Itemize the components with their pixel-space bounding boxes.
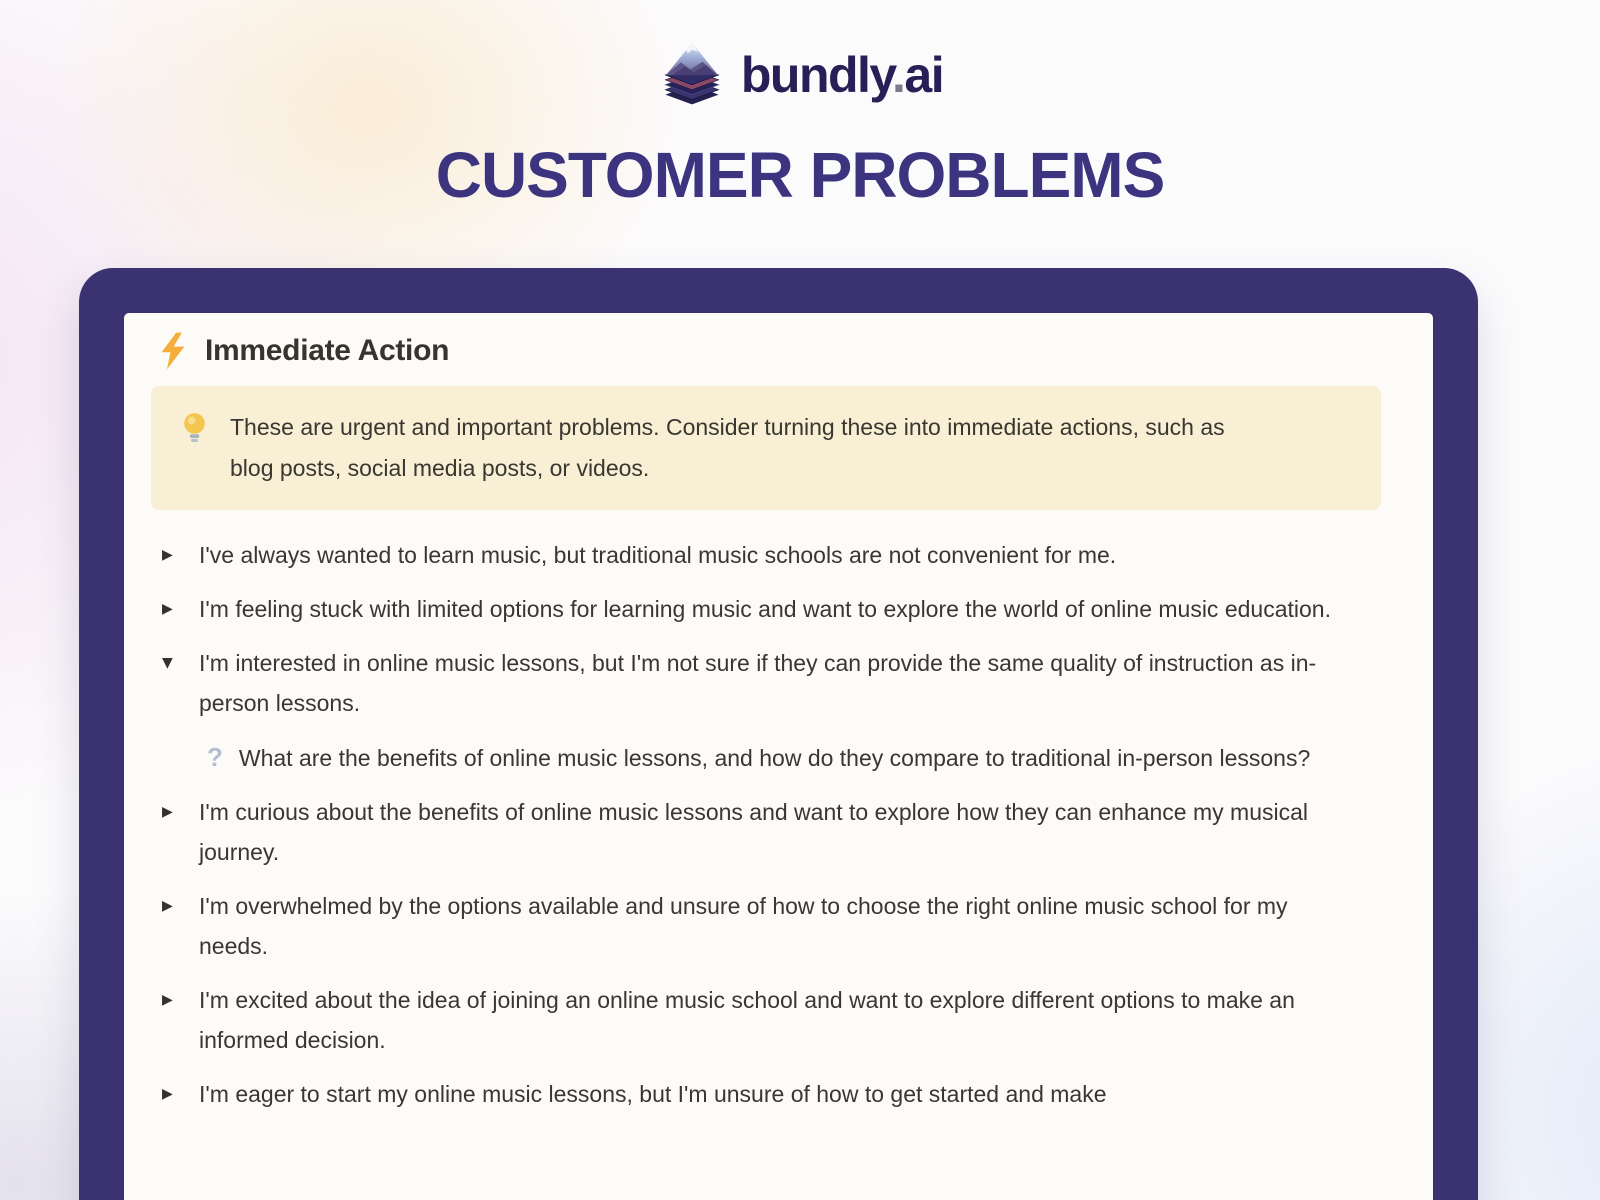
problem-text: I'm excited about the idea of joining an online music school and want to explore different options to make an informed decision. — [199, 987, 1295, 1053]
section-title: Immediate Action — [205, 334, 450, 367]
lightbulb-icon — [181, 412, 208, 444]
callout — [151, 386, 1381, 510]
problem-toggle-item — [162, 535, 1393, 575]
page-title: CUSTOMER PROBLEMS — [435, 139, 1165, 211]
problem-toggle-item — [162, 589, 1393, 629]
toggle-triangle-icon[interactable]: ▶ — [162, 898, 173, 914]
problem-toggle-item — [162, 886, 1393, 966]
problem-toggle-item — [162, 980, 1393, 1060]
page-header — [0, 0, 1600, 209]
problem-toggle-item — [162, 643, 1393, 723]
toggle-triangle-icon[interactable]: ▶ — [162, 601, 173, 617]
problem-child-question — [199, 737, 1351, 778]
brand-wordmark: bundly.ai — [740, 47, 944, 103]
card-inner — [124, 313, 1433, 1200]
toggle-triangle-icon[interactable]: ▶ — [162, 547, 173, 563]
toggle-triangle-icon[interactable]: ▶ — [162, 992, 173, 1008]
question-mark-icon: ? — [207, 742, 223, 772]
logo — [0, 40, 1600, 110]
problem-toggle-item — [162, 792, 1393, 872]
toggle-triangle-icon[interactable]: ▶ — [162, 804, 173, 820]
problem-text: I'm overwhelmed by the options available and unsure of how to choose the right online music school for my needs. — [199, 893, 1288, 959]
problem-text: I'm interested in online music lessons, but I'm not sure if they can provide the same quality of instruction as in-person lessons. — [199, 650, 1317, 716]
problem-text: I'm eager to start my online music lessons, but I'm unsure of how to get started and make — [199, 1081, 1107, 1107]
problem-text: I'm curious about the benefits of online music lessons and want to explore how they can enhance my musical journey. — [199, 799, 1308, 865]
toggle-triangle-icon[interactable]: ▶ — [162, 1086, 173, 1102]
wordmark-dot: . — [892, 47, 905, 103]
section-heading — [124, 313, 1433, 370]
problem-toggle-item — [162, 1074, 1393, 1114]
content-card — [79, 268, 1478, 1200]
bundly-logo-icon — [657, 40, 727, 110]
callout-text: These are urgent and important problems. Consider turning these into immediate actions, such as blog posts, social media posts, or videos. — [230, 414, 1225, 481]
problem-text: I'm feeling stuck with limited options for learning music and want to explore the world of online music education. — [199, 596, 1331, 622]
problems-list — [162, 535, 1393, 1114]
lightning-bolt-icon — [157, 332, 189, 370]
problem-text: I've always wanted to learn music, but traditional music schools are not convenient for me. — [199, 542, 1117, 568]
toggle-triangle-icon[interactable]: ▼ — [162, 655, 173, 671]
question-text: What are the benefits of online music lessons, and how do they compare to traditional in-person lessons? — [238, 745, 1311, 771]
